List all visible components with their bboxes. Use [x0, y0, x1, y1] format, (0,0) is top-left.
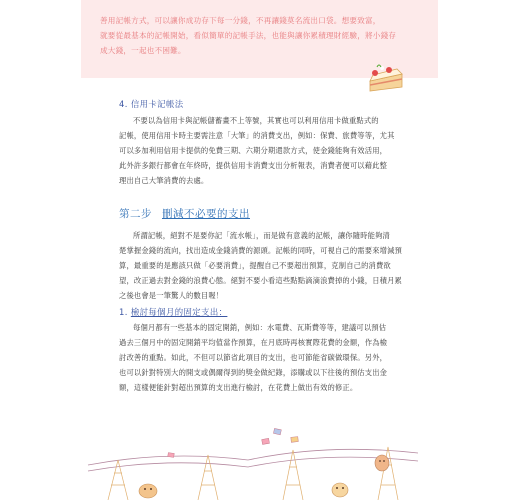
item-number: 1.	[119, 307, 128, 317]
step-heading	[119, 206, 250, 221]
paragraph-line: 之後也會是一筆驚人的數目喔！	[119, 291, 224, 300]
step-number: 第二步	[119, 208, 152, 220]
intro-text	[100, 13, 420, 58]
intro-line: 善用記帳方式，可以讓你成功存下每一分錢，不再讓錢莫名流出口袋。想要致富，	[100, 16, 381, 25]
item-title: 檢討每個月的固定支出：	[130, 307, 228, 317]
intro-line: 就要從最基本的記帳開始，看似簡單的記帳手法，也能與讓你累積理財經驗，將小錢存	[100, 31, 397, 40]
paragraph-line: 楚掌握金錢的流向，找出造成金錢消費的源頭。記帳的同時，可視自己的需要來增減預	[119, 246, 402, 255]
paragraph-line: 過去三個月中的固定開銷平均值當作預算，在月底時再核實際花費的金額，作為檢	[119, 338, 388, 347]
paragraph-line: 可以多加利用信用卡提供的免費三期、六期分期還款方式，使金錢能夠有效活用，	[119, 146, 388, 155]
section-heading: 4. 信用卡記帳法	[119, 99, 184, 109]
intro-line: 成大錢，一起也不困難。	[100, 46, 186, 55]
paragraph-line: 也可以針對特別大的開支或偶爾得到的獎金做紀錄，添購或以下往後的預估支出金	[119, 368, 388, 377]
paragraph-line: 望，改正過去對金錢的浪費心態。絕對不要小看這些點點滴滴浪費掉的小錢，日積月累	[119, 276, 402, 285]
power-line-illustration	[78, 405, 440, 500]
paragraph-line: 所謂記帳，絕對不是要你記「流水帳」，而是做有意義的記帳，讓你隨時能夠清	[133, 231, 390, 240]
step-paragraph	[119, 228, 419, 303]
paragraph-line: 額，這樣便能針對超出預算的支出進行檢討，在花費上做出有效的修正。	[119, 383, 358, 392]
paragraph-line: 理出自己大筆消費的去處。	[119, 176, 209, 185]
paragraph-line: 討改善的重點。如此，不但可以節省此項目的支出，也可節能省碳做環保。另外，	[119, 353, 388, 362]
paragraph-line: 算，最重要的是應該只做「必要消費」，提醒自己不要超出預算，克制自己的消費欲	[119, 261, 391, 270]
item-heading	[119, 306, 227, 318]
paragraph-line: 記帳，使用信用卡時主要需注意「大筆」的消費支出，例如：保費、旅費等等，尤其	[119, 131, 395, 140]
paragraph-line: 此外許多銀行都會在年終時，提供信用卡消費支出分析報表，消費者便可以藉此整	[119, 161, 388, 170]
step-title: 刪減不必要的支出	[162, 208, 250, 220]
item-paragraph	[119, 320, 419, 395]
paragraph-line: 每個月都有一些基本的固定開銷，例如：水電費、瓦斯費等等，建議可以預估	[133, 323, 387, 332]
section-paragraph	[119, 113, 419, 188]
cake-illustration	[367, 63, 405, 93]
paragraph-line: 不要以為信用卡與記帳儲蓄畫不上等號，其實也可以利用信用卡做重點式的	[133, 116, 379, 125]
